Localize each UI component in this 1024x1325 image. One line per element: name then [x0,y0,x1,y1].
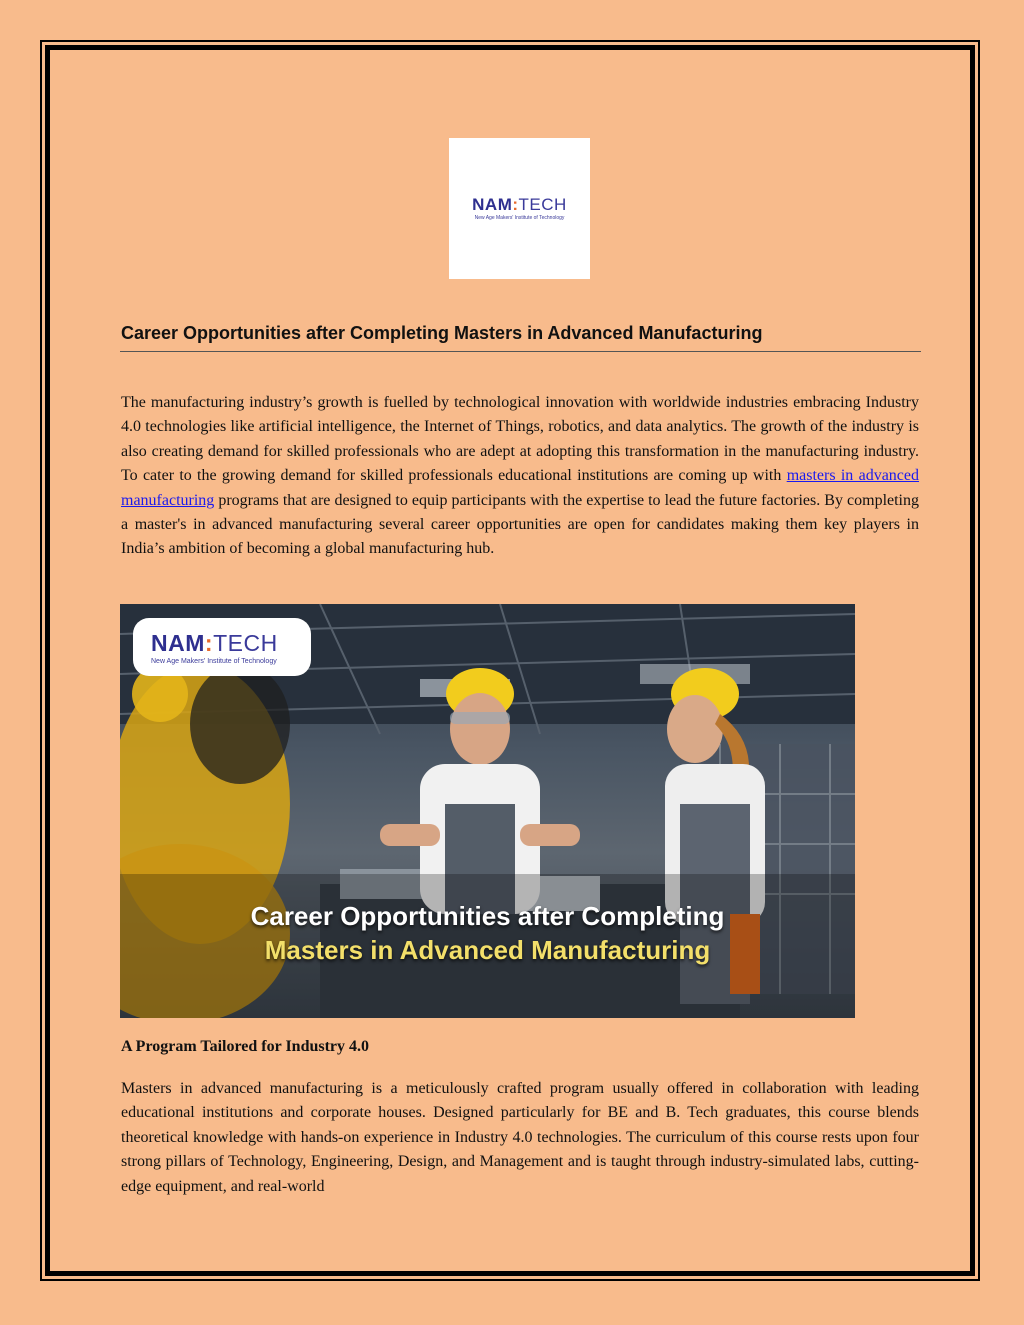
hero-logo-wordmark: NAM:TECH [151,630,278,656]
hero-title-line1: Career Opportunities after Completing [250,901,725,931]
title-divider [120,351,921,352]
hero-banner-image [120,604,855,1018]
masters-program-link[interactable]: masters in advanced manufacturing [121,467,919,509]
section-paragraph: Masters in advanced manufacturing is a meticulously crafted program usually offered in collaboration with leading educational institutions and corporate houses. Designed particularly for BE and B. Tech graduates, this course blends theoretical knowledge with hands-on experience in Industry 4.0 technologies. The curriculum of this course rests upon four strong pillars of Technology, Engineering, Design, and Management and is taught through industry-simulated labs, cutting-edge equipment, and real-world [121,1080,919,1195]
article-title: Career Opportunities after Completing Masters in Advanced Manufacturing [121,323,763,343]
hero-title-line2: Masters in Advanced Manufacturing [264,935,711,965]
intro-paragraph: The manufacturing industry’s growth is fuelled by technological innovation with worldwide industries embracing Industry 4.0 technologies like artificial intelligence, the Internet of Things, robotics, and data analytics. The growth of the industry is also creating demand for skilled professionals who are adept at adopting this transformation in the manufacturing industry. To cater to the growing demand for skilled professionals educational institutions are coming up with masters in advanced manufacturing programs that are designed to equip participants with the expertise to lead the future factories. By completing a master's in advanced manufacturing several career opportunities are open for candidates making them key players in India’s ambition of becoming a global manufacturing hub. [121,394,919,558]
hero-logo-badge [133,618,311,676]
hero-logo-tagline: New Age Makers' Institute of Technology [151,658,277,665]
namtech-logo [449,138,590,279]
logo-wordmark: NAM:TECH [472,195,567,214]
section-heading: A Program Tailored for Industry 4.0 [121,1038,370,1055]
logo-tagline: New Age Makers' Institute of Technology [474,215,565,221]
